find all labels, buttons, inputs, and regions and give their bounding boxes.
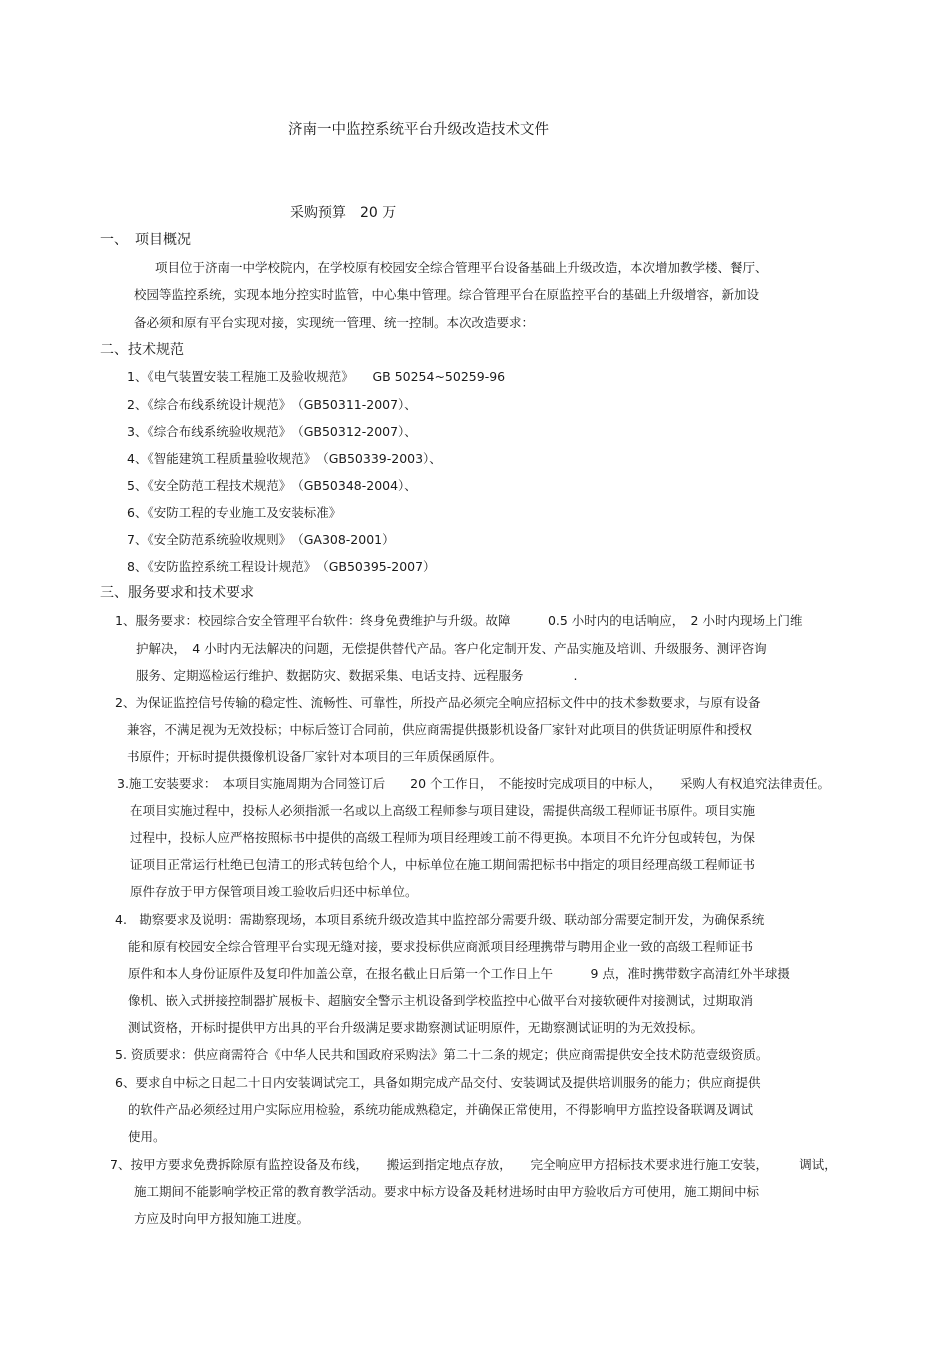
service-line: 过程中，投标人应严格按照标书中提供的高级工程师为项目经理竣工前不得更换。本项目不允许分包或转包，为保 [130,830,756,845]
standard-item: 4、《智能建筑工程质量验收规范》 （GB50339-2003）、 [127,451,442,466]
service-line: 原件和本人身份证原件及复印件加盖公章，在报名截止日后第一个工作日上午 9 点，准时携带数字高清红外半球摄 [128,966,790,981]
service-line: 兼容，不满足视为无效投标；中标后签订合同前，供应商需提供摄影机设备厂家针对此项目的供货证明原件和授权 [127,722,753,737]
service-line: 测试资格，开标时提供甲方出具的平台升级满足要求勘察测试证明原件，无勘察测试证明的为无效投标。 [128,1020,704,1035]
service-line: 证项目正常运行杜绝已包清工的形式转包给个人，中标单位在施工期间需把标书中指定的项目经理高级工程师证书 [130,857,756,872]
service-line: 在项目实施过程中，投标人必须指派一名或以上高级工程师参与项目建设，需提供高级工程师证书原件。项目实施 [130,803,756,818]
standard-item: 8、《安防监控系统工程设计规范》 （GB50395-2007） [127,559,436,574]
standard-item: 5、《安全防范工程技术规范》 （GB50348-2004）、 [127,478,417,493]
service-line: 方应及时向甲方报知施工进度。 [134,1211,310,1226]
standard-item: 2、《综合布线系统设计规范》 （GB50311-2007）、 [127,397,417,412]
service-line: 2、为保证监控信号传输的稳定性、流畅性、可靠性，所投产品必须完全响应招标文件中的技术参数要求，与原有设备 [115,695,761,710]
service-line: 书原件；开标时提供摄像机设备厂家针对本项目的三年质保函原件。 [127,749,503,764]
standard-item: 1、《电气装置安装工程施工及验收规范》 GB 50254~50259-96 [127,369,506,384]
service-line: 的软件产品必须经过用户实际应用检验，系统功能成熟稳定，并确保正常使用，不得影响甲方监控设备联调及调试 [128,1102,754,1117]
standard-item: 6、《安防工程的专业施工及安装标准》 [127,505,342,520]
budget-line: 采购预算 20 万 [290,205,397,221]
overview-line: 项目位于济南一中学校院内，在学校原有校园安全综合管理平台设备基础上升级改造，本次增加教学楼、餐厅、 [155,260,768,275]
service-line: 能和原有校园安全综合管理平台实现无缝对接，要求投标供应商派项目经理携带与聘用企业一致的高级工程师证书 [128,939,754,954]
section-heading-standards: 二、技术规范 [100,342,184,358]
service-line: 4. 勘察要求及说明：需勘察现场，本项目系统升级改造其中监控部分需要升级、联动部分需要定制开发，为确保系统 [115,912,765,927]
overview-line: 校园等监控系统，实现本地分控实时监管，中心集中管理。综合管理平台在原监控平台的基础上升级增容，新加设 [134,287,760,302]
service-line: 服务、定期巡检运行维护、数据防灾、数据采集、电话支持、远程服务 . [136,668,578,683]
section-heading-overview: 一、 项目概况 [100,232,191,248]
service-line: 使用。 [128,1129,166,1144]
service-line: 6、要求自中标之日起二十日内安装调试完工，具备如期完成产品交付、安装调试及提供培训服务的能力；供应商提供 [115,1075,761,1090]
service-line: 护解决， 4 小时内无法解决的问题，无偿提供替代产品。客户化定制开发、产品实施及培训、升级服务、测评咨询 [136,641,767,656]
standard-item: 3、《综合布线系统验收规范》 （GB50312-2007）、 [127,424,417,439]
service-line: 1、服务要求：校园综合安全管理平台软件：终身免费维护与升级。故障 0.5 小时内的电话响应， 2 小时内现场上门维 [115,613,803,628]
section-heading-service: 三、服务要求和技术要求 [100,585,254,601]
document-title: 济南一中监控系统平台升级改造技术文件 [288,122,549,138]
service-line: 5. 资质要求：供应商需符合《中华人民共和国政府采购法》第二十二条的规定；供应商需提供安全技术防范壹级资质。 [115,1047,769,1062]
service-line: 3.施工安装要求： 本项目实施周期为合同签订后 20 个工作日， 不能按时完成项目的中标人， 采购人有权追究法律责任。 [117,776,831,791]
service-line: 原件存放于甲方保管项目竣工验收后归还中标单位。 [130,884,418,899]
standard-item: 7、《安全防范系统验收规则》 （GA308-2001） [127,532,395,547]
service-line: 施工期间不能影响学校正常的教育教学活动。要求中标方设备及耗材进场时由甲方验收后方可使用，施工期间中标 [134,1184,760,1199]
overview-line: 备必须和原有平台实现对接，实现统一管理、统一控制。本次改造要求： [134,315,535,330]
service-line: 7、按甲方要求免费拆除原有监控设备及布线， 搬运到指定地点存放， 完全响应甲方招标技术要求进行施工安装， 调试， [110,1157,837,1172]
service-line: 像机、嵌入式拼接控制器扩展板卡、超脑安全警示主机设备到学校监控中心做平台对接软硬件对接测试，过期取消 [128,993,754,1008]
